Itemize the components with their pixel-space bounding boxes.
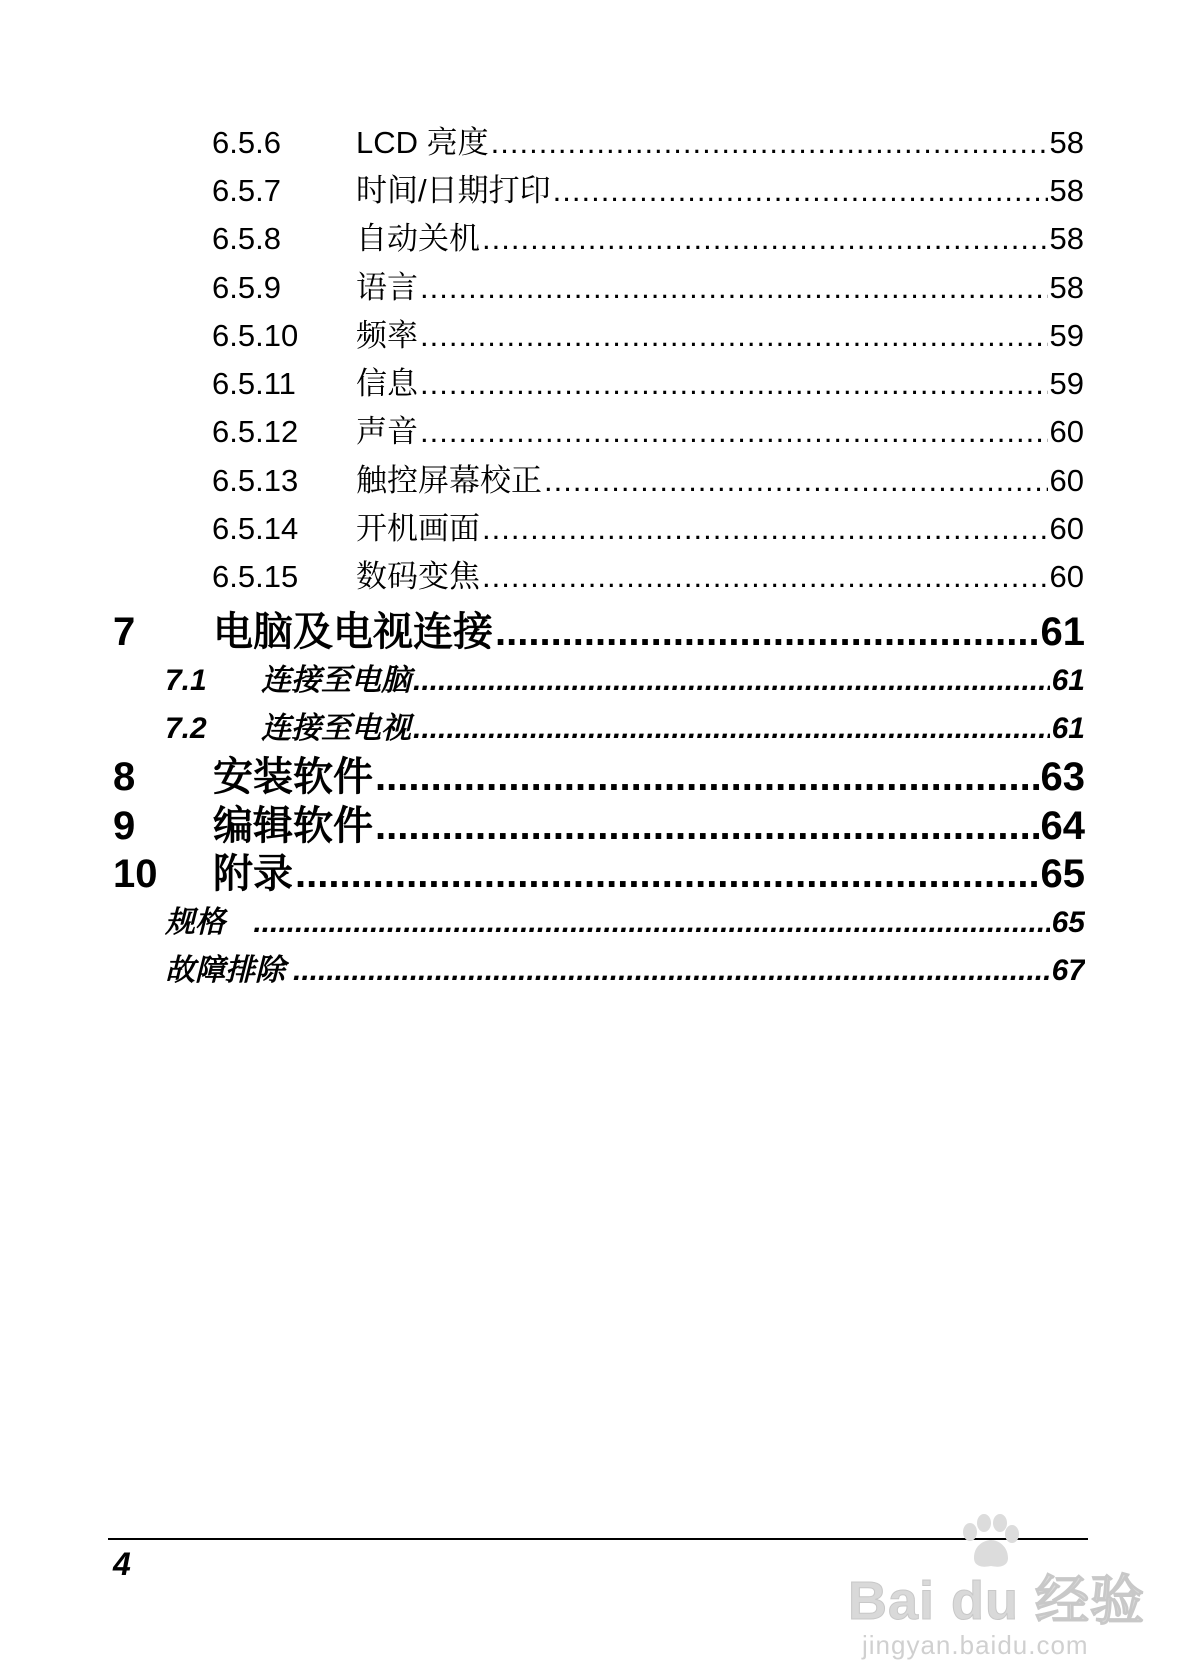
toc-entry-title: 时间/日期打印 <box>356 173 551 208</box>
toc-entry-page: 58 <box>1049 270 1084 305</box>
toc-entry-page: 58 <box>1049 125 1084 160</box>
toc-entry-page: 59 <box>1049 366 1084 401</box>
toc-entry-title: 声音 <box>356 414 418 449</box>
dot-leader <box>253 906 1049 940</box>
toc-entry-number: 8 <box>113 755 136 795</box>
toc-entry-number: 9 <box>113 804 136 844</box>
watermark-brand: Bai du 经验 <box>848 1571 1146 1631</box>
toc-entry-number: 6.5.7 <box>212 173 281 208</box>
toc-entry-title: LCD 亮度 <box>356 125 489 160</box>
dot-leader <box>375 804 1039 844</box>
dot-leader <box>482 559 1048 595</box>
toc-entry-number: 6.5.6 <box>212 125 281 160</box>
toc-entry-page: 65 <box>1040 852 1085 892</box>
toc-entry-page: 61 <box>1040 610 1085 650</box>
dot-leader <box>491 125 1048 161</box>
dot-leader <box>420 414 1048 450</box>
toc-entry[interactable] <box>212 117 1084 163</box>
toc-entry-title: 语言 <box>356 270 418 305</box>
toc-entry-number: 7 <box>113 610 136 650</box>
toc-entry-title: 电脑及电视连接 <box>213 610 493 650</box>
toc-entry[interactable] <box>212 503 1084 549</box>
dot-leader <box>482 511 1048 547</box>
toc-entry-page: 61 <box>1051 712 1085 745</box>
dot-leader <box>420 318 1048 354</box>
dot-leader <box>544 463 1048 499</box>
toc-chapter-entry[interactable] <box>113 842 1085 892</box>
toc-entry-number: 6.5.12 <box>212 414 299 449</box>
dot-leader <box>553 173 1048 209</box>
toc-entry-page: 63 <box>1040 755 1085 795</box>
toc-chapter-entry[interactable] <box>113 794 1085 844</box>
toc-entry-page: 58 <box>1049 221 1084 256</box>
toc-entry-number: 6.5.14 <box>212 511 299 546</box>
toc-section-entry[interactable] <box>165 703 1085 747</box>
toc-chapter-entry[interactable] <box>113 745 1085 795</box>
toc-entry-title: 附录 <box>213 852 293 892</box>
toc-entry-title: 触控屏幕校正 <box>356 463 542 498</box>
toc-entry-title: 频率 <box>356 318 418 353</box>
toc-entry-number: 6.5.9 <box>212 270 281 305</box>
toc-entry[interactable] <box>212 551 1084 597</box>
toc-entry[interactable] <box>212 213 1084 259</box>
watermark-url: jingyan.baidu.com <box>862 1630 1089 1660</box>
toc-entry-number: 6.5.10 <box>212 318 299 353</box>
toc-entry-page: 59 <box>1049 318 1084 353</box>
toc-entry-page: 61 <box>1051 664 1085 697</box>
toc-entry-number: 6.5.15 <box>212 559 299 594</box>
dot-leader <box>295 852 1039 892</box>
toc-entry-title: 连接至电视 <box>261 712 411 745</box>
toc-entry-page: 67 <box>1051 954 1085 987</box>
toc-entry-title: 开机画面 <box>356 511 480 546</box>
toc-entry-number: 10 <box>113 852 158 892</box>
dot-leader <box>420 366 1048 402</box>
toc-entry[interactable] <box>212 406 1084 452</box>
toc-entry-title: 数码变焦 <box>356 559 480 594</box>
dot-leader <box>420 270 1048 306</box>
dot-leader <box>413 664 1050 698</box>
toc-entry-page: 60 <box>1049 511 1084 546</box>
toc-entry-title: 规格 <box>165 906 234 939</box>
toc-entry-number: 7.2 <box>165 712 207 745</box>
toc-entry-page: 58 <box>1049 173 1084 208</box>
dot-leader <box>375 755 1039 795</box>
page-number: 4 <box>113 1546 131 1582</box>
toc-entry[interactable] <box>212 165 1084 211</box>
toc-entry-title: 信息 <box>356 366 418 401</box>
toc-entry-title: 安装软件 <box>213 755 373 795</box>
toc-entry-number: 6.5.11 <box>212 366 296 401</box>
toc-section-entry[interactable] <box>165 655 1085 699</box>
toc-entry[interactable] <box>212 358 1084 404</box>
toc-entry-page: 64 <box>1040 804 1085 844</box>
toc-entry-number: 6.5.13 <box>212 463 299 498</box>
toc-entry-number: 6.5.8 <box>212 221 281 256</box>
toc-entry-title: 故障排除 <box>165 954 285 987</box>
toc-appendix-entry[interactable] <box>165 945 1085 989</box>
dot-leader <box>495 610 1039 650</box>
toc-entry-title: 连接至电脑 <box>261 664 411 697</box>
toc-entry[interactable] <box>212 262 1084 308</box>
toc-entry-page: 60 <box>1049 559 1084 594</box>
toc-entry-page: 60 <box>1049 463 1084 498</box>
toc-appendix-entry[interactable] <box>165 897 1085 941</box>
toc-entry-page: 60 <box>1049 414 1084 449</box>
toc-entry[interactable] <box>212 455 1084 501</box>
toc-chapter-entry[interactable] <box>113 600 1085 650</box>
toc-entry-title: 自动关机 <box>356 221 480 256</box>
toc-entry-number: 7.1 <box>165 664 207 697</box>
dot-leader <box>482 221 1048 257</box>
toc-entry[interactable] <box>212 310 1084 356</box>
toc-entry-page: 65 <box>1051 906 1085 939</box>
baidu-watermark <box>848 1512 1148 1672</box>
dot-leader <box>293 954 1050 988</box>
dot-leader <box>413 712 1050 746</box>
toc-entry-title: 编辑软件 <box>213 804 373 844</box>
